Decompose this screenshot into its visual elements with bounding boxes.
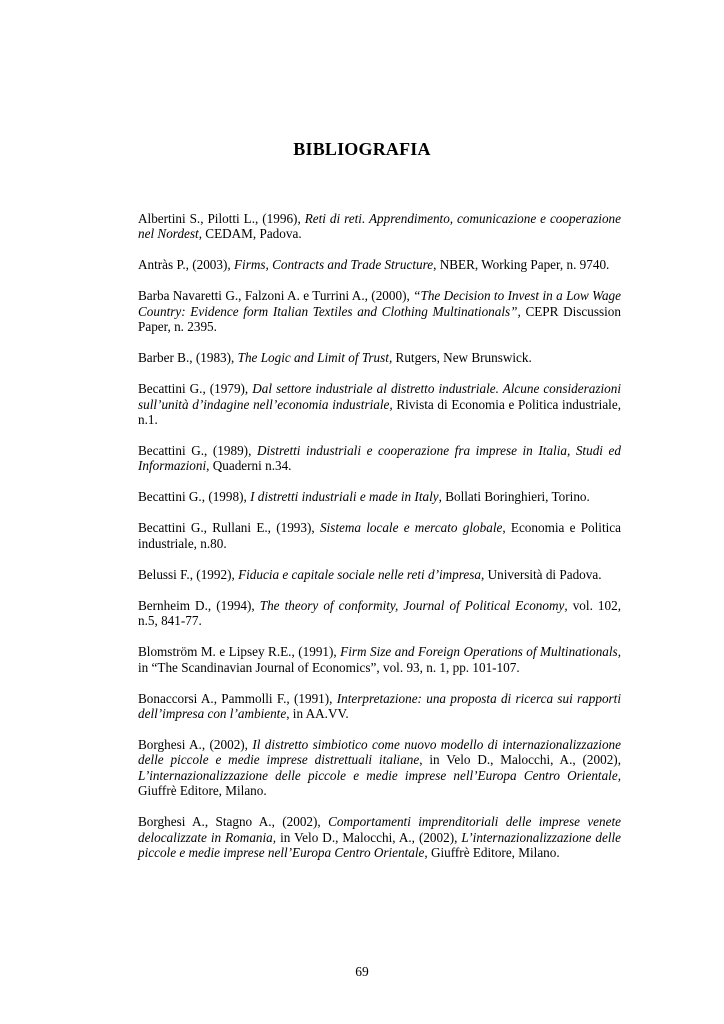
entry-title-text: “The Decision to Invest in a Low Wage Country: Evidence form Italian Textiles and Clothing Multinationals”, (138, 288, 621, 319)
entry-title-text: Firms, Contracts and Trade Structure (233, 257, 434, 273)
entry-text: Bonaccorsi A., Pammolli F., (1991), (138, 690, 337, 706)
bibliography-entry (138, 598, 621, 629)
bibliography-entry (138, 489, 621, 504)
entry-title-text: L’internazionalizzazione delle piccole e medie imprese nell’Europa Centro Orientale (138, 829, 621, 861)
entry-text: Becattini G., (1998), (138, 489, 251, 505)
entry-text: Becattini G., (1979), (138, 381, 253, 397)
page-number: 69 (355, 964, 369, 979)
entry-title-text: Fiducia e capitale sociale nelle reti d’impresa (238, 566, 481, 582)
bibliography-entry (138, 288, 621, 334)
entry-text: Albertini S., Pilotti L., (1996), (138, 211, 305, 226)
entry-text: , Università di Padova. (481, 566, 602, 582)
bibliography-entry (138, 691, 621, 722)
entry-title-text: Sistema locale e mercato globale (319, 520, 503, 536)
entry-text: , in Velo D., Malocchi, A., (2002), (419, 752, 621, 768)
entry-text: Rivista di Economia e Politica industriale, n.1. (138, 396, 621, 428)
entry-title-text: The theory of conformity, Journal of Political Economy (259, 597, 565, 613)
entry-title-text: Comportamenti imprenditoriali delle imprese venete delocalizzate in Romania, (138, 814, 621, 845)
entry-text: Antràs P., (2003), (138, 257, 234, 273)
bibliography-entry (138, 381, 621, 427)
entry-text: , vol. 102, n.5, 841-77. (138, 597, 621, 629)
bibliography-entry (138, 567, 621, 582)
bibliography-entry (138, 814, 621, 860)
entry-text: Bernheim D., (1994), (138, 597, 260, 613)
entry-text: , CEDAM, Padova. (198, 226, 302, 242)
entry-title-text: Interpretazione: una proposta di ricerca sui rapporti dell’impresa con l’ambiente (138, 690, 622, 722)
entry-text: in Velo D., Malocchi, A., (2002), (276, 829, 462, 845)
bibliography-list (138, 211, 621, 876)
entry-text: , Economia e Politica industriale, n.80. (138, 520, 622, 551)
entry-text: Rutgers, New Brunswick. (392, 350, 532, 366)
entry-title-text: Dal settore industriale al distretto industriale. Alcune considerazioni sull’unità d’indagine nell’economia industriale, (138, 381, 621, 412)
bibliography-entry (138, 737, 621, 799)
bibliography-entry (138, 443, 621, 474)
entry-text: , in AA.VV. (286, 706, 349, 722)
entry-title-text: Distretti industriali e cooperazione fra imprese in Italia, Studi ed Informazioni (138, 443, 621, 474)
entry-text: CEPR Discussion Paper, n. 2395. (138, 303, 621, 335)
entry-text: , in “The Scandinavian Journal of Economics”, vol. 93, n. 1, pp. 101-107. (138, 644, 621, 675)
entry-text: , Giuffrè Editore, Milano. (138, 767, 621, 799)
bibliography-entry (138, 350, 621, 365)
entry-title-text: Reti di reti. Apprendimento, comunicazione e cooperazione nel Nordest (138, 211, 621, 242)
entry-title-text: The Logic and Limit of Trust, (237, 350, 393, 366)
entry-text: , Quaderni n.34. (206, 458, 292, 474)
entry-text: Borghesi A., (2002), (138, 737, 253, 753)
entry-text: Blomström M. e Lipsey R.E., (1991), (138, 644, 341, 660)
bibliography-entry (138, 644, 621, 675)
entry-text: Belussi F., (1992), (138, 566, 239, 582)
entry-text: , Bollati Boringhieri, Torino. (438, 489, 590, 505)
entry-text: , Giuffrè Editore, Milano. (424, 845, 560, 861)
entry-text: Becattini G., (1989), (138, 443, 257, 459)
entry-text: Borghesi A., Stagno A., (2002), (138, 814, 329, 830)
entry-text: Barba Navaretti G., Falzoni A. e Turrini A., (2000), (138, 288, 414, 304)
entry-title-text: L’internazionalizzazione delle piccole e medie imprese nell’Europa Centro Orientale (138, 767, 618, 783)
entry-text: , NBER, Working Paper, n. 9740. (433, 257, 610, 273)
entry-title-text: Il distretto simbiotico come nuovo modello di internazionalizzazione delle piccole e medie imprese distrettuali italiane (138, 737, 621, 768)
bibliography-entry (138, 520, 621, 551)
entry-title-text: I distretti industriali e made in Italy (250, 489, 439, 505)
bibliography-entry (138, 257, 621, 272)
page-title: BIBLIOGRAFIA (293, 139, 431, 159)
entry-text: Barber B., (1983), (138, 350, 238, 366)
entry-title-text: Firm Size and Foreign Operations of Multinationals (340, 644, 618, 660)
entry-text: Becattini G., Rullani E., (1993), (138, 520, 320, 536)
bibliography-entry (138, 211, 621, 242)
